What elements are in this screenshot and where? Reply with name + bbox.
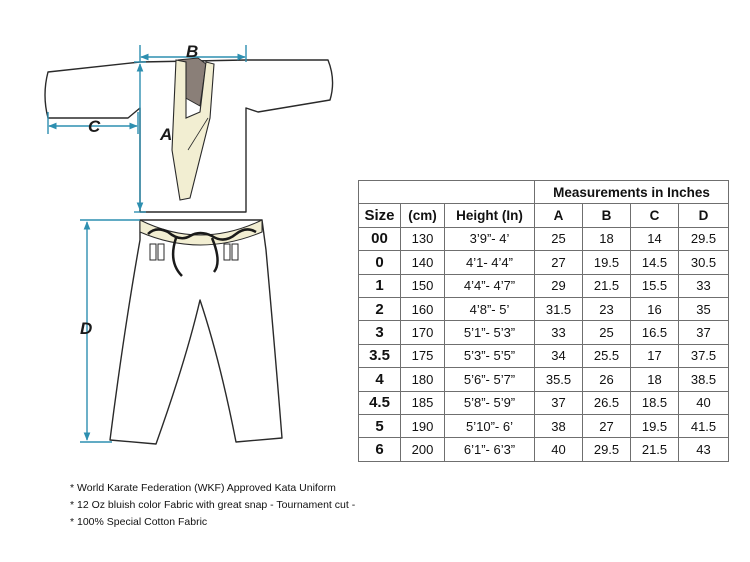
height-cell: 5’6”- 5’7” — [445, 368, 535, 391]
d-cell: 29.5 — [679, 227, 729, 250]
table-row — [359, 321, 729, 344]
height-cell: 4’8”- 5’ — [445, 297, 535, 320]
column-header-b: B — [583, 204, 631, 227]
column-header-height: Height (In) — [445, 204, 535, 227]
b-cell: 26 — [583, 368, 631, 391]
d-cell: 41.5 — [679, 414, 729, 437]
table-group-header-row — [359, 181, 729, 204]
height-cell: 6’1”- 6’3” — [445, 438, 535, 461]
cm-cell: 200 — [401, 438, 445, 461]
b-cell: 25 — [583, 321, 631, 344]
column-header-cm: (cm) — [401, 204, 445, 227]
b-cell: 21.5 — [583, 274, 631, 297]
c-cell: 21.5 — [631, 438, 679, 461]
note-wkf-approval: * World Karate Federation (WKF) Approved Kata Uniform — [70, 482, 336, 494]
table-row — [359, 368, 729, 391]
label-b: B — [186, 42, 199, 61]
d-cell: 40 — [679, 391, 729, 414]
d-cell: 37 — [679, 321, 729, 344]
cm-cell: 180 — [401, 368, 445, 391]
cm-cell: 185 — [401, 391, 445, 414]
height-cell: 3’9”- 4’ — [445, 227, 535, 250]
c-cell: 19.5 — [631, 414, 679, 437]
d-cell: 43 — [679, 438, 729, 461]
height-cell: 5’8”- 5’9” — [445, 391, 535, 414]
size-cell: 4.5 — [359, 391, 401, 414]
table-row — [359, 274, 729, 297]
size-cell: 0 — [359, 251, 401, 274]
size-cell: 6 — [359, 438, 401, 461]
c-cell: 14.5 — [631, 251, 679, 274]
a-cell: 25 — [535, 227, 583, 250]
b-cell: 19.5 — [583, 251, 631, 274]
d-cell: 35 — [679, 297, 729, 320]
b-cell: 18 — [583, 227, 631, 250]
height-cell: 4’4”- 4’7” — [445, 274, 535, 297]
a-cell: 27 — [535, 251, 583, 274]
b-cell: 23 — [583, 297, 631, 320]
table-row — [359, 414, 729, 437]
column-header-d: D — [679, 204, 729, 227]
a-cell: 35.5 — [535, 368, 583, 391]
label-a: A — [160, 125, 173, 144]
table-row — [359, 227, 729, 250]
table-row — [359, 391, 729, 414]
c-cell: 18 — [631, 368, 679, 391]
size-cell: 3 — [359, 321, 401, 344]
product-notes — [70, 480, 355, 531]
table-blank-header-cell — [359, 181, 535, 204]
note-cotton: * 100% Special Cotton Fabric — [70, 516, 208, 528]
size-chart-table — [358, 180, 729, 462]
cm-cell: 170 — [401, 321, 445, 344]
label-c: C — [88, 117, 101, 136]
cm-cell: 160 — [401, 297, 445, 320]
c-cell: 18.5 — [631, 391, 679, 414]
measurements-header: Measurements in Inches — [535, 181, 729, 204]
column-header-c: C — [631, 204, 679, 227]
cm-cell: 130 — [401, 227, 445, 250]
pants-outline — [110, 220, 282, 444]
size-cell: 1 — [359, 274, 401, 297]
b-cell: 27 — [583, 414, 631, 437]
cm-cell: 175 — [401, 344, 445, 367]
a-cell: 31.5 — [535, 297, 583, 320]
height-cell: 5’1”- 5’3” — [445, 321, 535, 344]
height-cell: 5’3”- 5’5” — [445, 344, 535, 367]
c-cell: 15.5 — [631, 274, 679, 297]
b-cell: 26.5 — [583, 391, 631, 414]
size-cell: 5 — [359, 414, 401, 437]
a-cell: 33 — [535, 321, 583, 344]
a-cell: 29 — [535, 274, 583, 297]
cm-cell: 150 — [401, 274, 445, 297]
d-cell: 38.5 — [679, 368, 729, 391]
height-cell: 4’1- 4’4” — [445, 251, 535, 274]
c-cell: 16.5 — [631, 321, 679, 344]
b-cell: 29.5 — [583, 438, 631, 461]
table-row — [359, 438, 729, 461]
note-fabric: * 12 Oz bluish color Fabric with great snap - Tournament cut - — [70, 499, 356, 511]
cm-cell: 190 — [401, 414, 445, 437]
table-row — [359, 297, 729, 320]
column-header-size: Size — [359, 204, 401, 227]
label-d: D — [80, 319, 93, 338]
a-cell: 38 — [535, 414, 583, 437]
table-column-header-row — [359, 204, 729, 227]
column-header-a: A — [535, 204, 583, 227]
uniform-diagram — [0, 0, 360, 470]
a-cell: 34 — [535, 344, 583, 367]
c-cell: 17 — [631, 344, 679, 367]
size-cell: 4 — [359, 368, 401, 391]
height-cell: 5’10”- 6’ — [445, 414, 535, 437]
c-cell: 14 — [631, 227, 679, 250]
d-cell: 37.5 — [679, 344, 729, 367]
cm-cell: 140 — [401, 251, 445, 274]
a-cell: 40 — [535, 438, 583, 461]
size-cell: 3.5 — [359, 344, 401, 367]
table-row — [359, 344, 729, 367]
size-cell: 2 — [359, 297, 401, 320]
table-row — [359, 251, 729, 274]
b-cell: 25.5 — [583, 344, 631, 367]
size-cell: 00 — [359, 227, 401, 250]
c-cell: 16 — [631, 297, 679, 320]
d-cell: 33 — [679, 274, 729, 297]
d-cell: 30.5 — [679, 251, 729, 274]
a-cell: 37 — [535, 391, 583, 414]
